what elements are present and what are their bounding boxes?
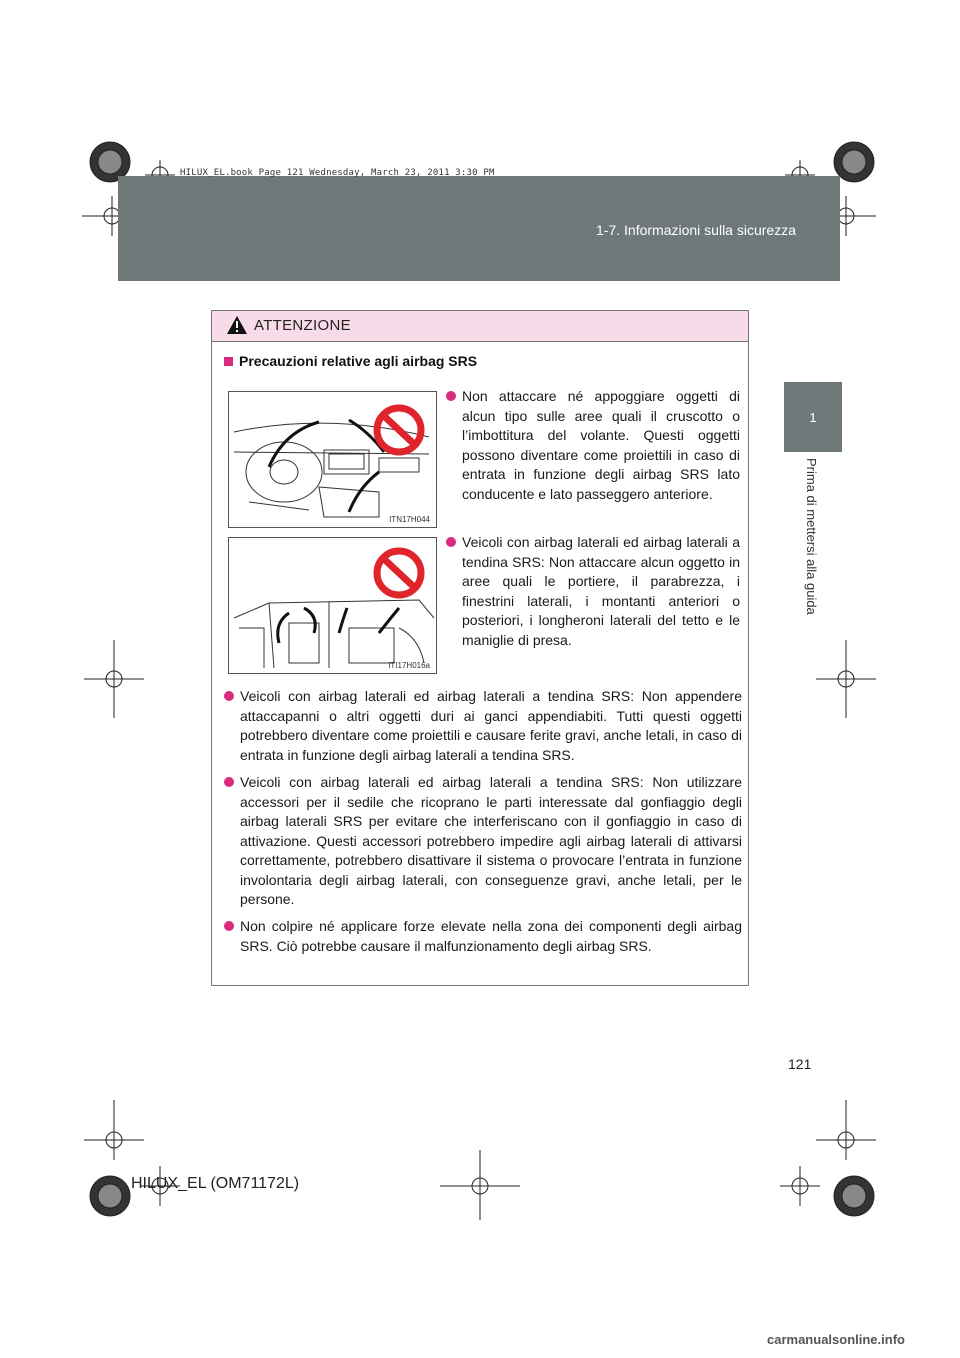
warning-item: Veicoli con airbag laterali ed airbag laterali a tendina SRS: Non appendere attaccapanni o altri oggetti duri ai ganci appendiabiti. Tutti questi oggetti potrebbero diventare come proiettili e causare ferite gravi, anche letali, in caso di entrata in funzione degli airbag laterali a tendina SRS. [224, 687, 742, 765]
chapter-title: Prima di mettersi alla guida [804, 458, 819, 615]
figure-code: ITN17H044 [389, 515, 430, 524]
warning-box [211, 310, 749, 986]
figure-dashboard [228, 391, 437, 528]
chapter-strip [784, 452, 842, 668]
book-info-line: HILUX_EL.book Page 121 Wednesday, March 23, 2011 3:30 PM [180, 168, 495, 178]
chapter-number: 1 [809, 410, 817, 425]
warning-title: ATTENZIONE [254, 317, 351, 334]
warning-subtitle: Precauzioni relative agli airbag SRS [224, 353, 477, 369]
watermark: carmanualsonline.info [767, 1332, 905, 1347]
chapter-tab [784, 382, 842, 452]
round-bullet-icon [224, 691, 234, 701]
page-number: 121 [788, 1056, 812, 1072]
warning-triangle-icon [226, 315, 248, 335]
figure-code: ITI17H016a [388, 661, 430, 670]
section-title: 1-7. Informazioni sulla sicurezza [596, 222, 796, 238]
round-bullet-icon [224, 777, 234, 787]
header-band [118, 176, 840, 281]
side-item: Non attaccare né appoggiare oggetti di alcun tipo sulle aree quali il cruscotto o l’imbottitura del volante. Questi oggetti possono diventare come proiettili in caso di entrata in funzione degli airbag SRS lato conducente e lato passeggero anteriore. [446, 387, 740, 504]
side-item: Veicoli con airbag laterali ed airbag laterali a tendina SRS: Non attaccare alcun oggetto in aree quali le portiere, il parabrezza, i finestrini laterali, i montanti anteriori o posteriori, i longheroni laterali del tetto e le maniglie di presa. [446, 533, 740, 650]
manual-code: HILUX_EL (OM71172L) [131, 1175, 300, 1192]
round-bullet-icon [224, 921, 234, 931]
square-bullet-icon [224, 357, 233, 366]
interior-illustration [229, 538, 436, 673]
warning-header [212, 311, 748, 342]
warning-item: Veicoli con airbag laterali ed airbag laterali a tendina SRS: Non utilizzare accessori per il sedile che ricoprano le parti interessate dal gonfiaggio degli airbag laterali SRS per evitare che interferiscano con il gonfiaggio in caso di attivazione. Questi accessori potrebbero impedire agli airbag laterali di attivarsi correttamente, potrebbero disattivare il sistema o provocare l’entrata in funzione involontaria degli airbag laterali, con conseguenze gravi, anche letali, per le persone. [224, 773, 742, 910]
round-bullet-icon [446, 537, 456, 547]
warning-item: Non colpire né applicare forze elevate nella zona dei componenti degli airbag SRS. Ciò potrebbe causare il malfunzionamento degli airbag SRS. [224, 917, 742, 956]
round-bullet-icon [446, 391, 456, 401]
figure-interior [228, 537, 437, 674]
dashboard-illustration [229, 392, 436, 527]
